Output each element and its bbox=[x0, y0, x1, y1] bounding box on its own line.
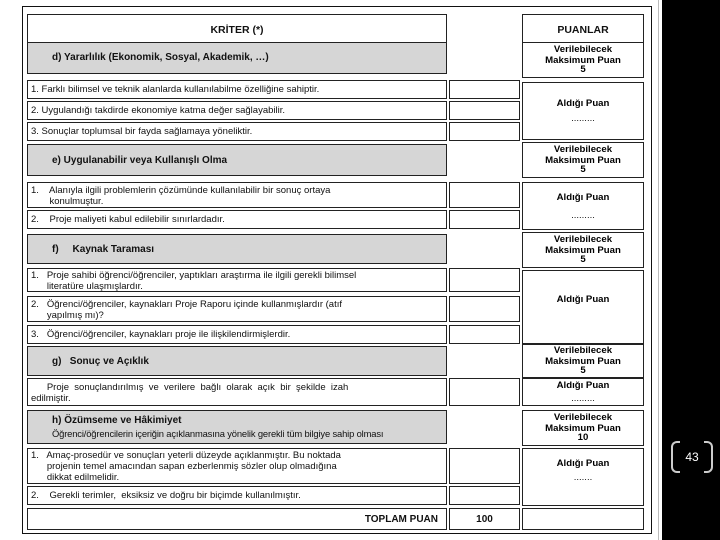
item-text: 1. Amaç-prosedür ve sonuçları yeterli düzeyde açıklanmıştır. Bu noktada projenin temel amacından sapan ezberlenmiş sözler olup olmadığına dikkat edilmelidir. bbox=[31, 450, 341, 483]
score-input-f2[interactable] bbox=[449, 296, 520, 322]
item-text: Proje sonuçlandırılmış ve verilere bağlı olarak açık bir şekilde izah edilmiştir. bbox=[31, 382, 349, 404]
score-input-f1[interactable] bbox=[449, 268, 520, 292]
section-g-max-cell bbox=[522, 344, 644, 378]
max-points-label: Verilebilecek Maksimum Puan bbox=[545, 44, 621, 66]
max-points-label: Verilebilecek Maksimum Puan bbox=[545, 234, 621, 256]
item-text: 3. Sonuçlar toplumsal bir fayda sağlamaya yöneliktir. bbox=[31, 126, 253, 137]
score-input-e2[interactable] bbox=[449, 210, 520, 229]
section-d-max: 5 bbox=[580, 64, 586, 75]
section-f-title-row bbox=[27, 234, 447, 264]
received-dots: ....... bbox=[573, 472, 593, 483]
section-e-max: 5 bbox=[580, 164, 586, 175]
section-h-title: h) Özümseme ve Hâkimiyet bbox=[52, 415, 182, 426]
item-text: 3. Öğrenci/öğrenciler, kaynakları proje ile ilişkilendirmişlerdir. bbox=[31, 329, 291, 340]
total-label: TOPLAM PUAN bbox=[364, 514, 438, 525]
section-g-title: g) Sonuç ve Açıklık bbox=[52, 356, 149, 367]
item-text: 2. Gerekli terimler, eksiksiz ve doğru bir biçimde kullanılmıştır. bbox=[31, 490, 301, 501]
score-input-g1[interactable] bbox=[449, 378, 520, 406]
section-h-max: 10 bbox=[577, 432, 589, 443]
max-points-label: Verilebilecek Maksimum Puan bbox=[545, 412, 621, 434]
section-g-item-1 bbox=[27, 378, 447, 406]
section-g-title-row bbox=[27, 346, 447, 376]
score-input-d3[interactable] bbox=[449, 122, 520, 141]
max-points-label: Verilebilecek Maksimum Puan bbox=[545, 144, 621, 166]
points-header: PUANLAR bbox=[557, 24, 609, 36]
section-h-item-2 bbox=[27, 486, 447, 505]
score-input-d1[interactable] bbox=[449, 80, 520, 99]
item-text: 1. Alanıyla ilgili problemlerin çözümünde kullanılabilir bir sonuç ortaya konulmuştur. bbox=[31, 185, 331, 207]
section-d-max-cell bbox=[522, 42, 644, 78]
section-h-received-cell bbox=[522, 448, 644, 506]
section-e-item-2 bbox=[27, 210, 447, 229]
section-f-item-2 bbox=[27, 296, 447, 322]
section-d-item-3 bbox=[27, 122, 447, 141]
section-h-title-row bbox=[27, 410, 447, 444]
section-d-item-2 bbox=[27, 101, 447, 120]
total-label-cell bbox=[27, 508, 447, 530]
score-input-d2[interactable] bbox=[449, 101, 520, 120]
score-input-h2[interactable] bbox=[449, 486, 520, 505]
received-label: Aldığı Puan bbox=[556, 192, 610, 203]
score-input-e1[interactable] bbox=[449, 182, 520, 208]
received-label: Aldığı Puan bbox=[556, 98, 610, 109]
received-label: Aldığı Puan bbox=[556, 380, 610, 391]
section-e-max-cell bbox=[522, 142, 644, 178]
section-e-title: e) Uygulanabilir veya Kullanışlı Olma bbox=[52, 155, 228, 166]
section-h-max-cell bbox=[522, 410, 644, 446]
item-text: 2. Proje maliyeti kabul edilebilir sınırlardadır. bbox=[31, 214, 225, 225]
section-d-received-cell bbox=[522, 82, 644, 140]
section-f-item-3 bbox=[27, 325, 447, 344]
total-value: 100 bbox=[476, 514, 493, 525]
item-text: 1. Farklı bilimsel ve teknik alanlarda kullanılabilme özelliğine sahiptir. bbox=[31, 84, 320, 95]
total-value-cell bbox=[449, 508, 520, 530]
section-d-title-row bbox=[27, 42, 447, 74]
slide-divider bbox=[658, 0, 659, 540]
score-input-h1[interactable] bbox=[449, 448, 520, 484]
max-points-label: Verilebilecek Maksimum Puan bbox=[545, 345, 621, 367]
received-dots: ......... bbox=[571, 210, 595, 221]
section-g-received-cell bbox=[522, 378, 644, 406]
section-h-item-1 bbox=[27, 448, 447, 484]
section-d-item-1 bbox=[27, 80, 447, 99]
section-h-subtitle: Öğrenci/öğrencilerin içeriğin açıklanmasına yönelik gerekli tüm bilgiye sahip olması bbox=[52, 428, 384, 439]
received-dots: ......... bbox=[571, 393, 595, 404]
received-dots: ......... bbox=[571, 113, 595, 124]
section-e-item-1 bbox=[27, 182, 447, 208]
rubric-sheet bbox=[22, 6, 652, 534]
received-label: Aldığı Puan bbox=[556, 458, 610, 469]
section-e-title-row bbox=[27, 144, 447, 176]
page-number: 43 bbox=[685, 450, 699, 464]
section-f-received-cell bbox=[522, 270, 644, 344]
item-text: 2. Uygulandığı takdirde ekonomiye katma değer sağlayabilir. bbox=[31, 105, 286, 116]
section-e-received-cell bbox=[522, 182, 644, 230]
page-number-badge bbox=[671, 441, 713, 475]
total-empty-cell bbox=[522, 508, 644, 530]
section-f-title: f) Kaynak Taraması bbox=[52, 244, 155, 255]
section-g-max: 5 bbox=[580, 365, 586, 376]
section-f-item-1 bbox=[27, 268, 447, 292]
section-d-title: d) Yararlılık (Ekonomik, Sosyal, Akademik, …) bbox=[52, 52, 269, 63]
criteria-header: KRİTER (*) bbox=[210, 24, 264, 36]
received-label: Aldığı Puan bbox=[556, 294, 610, 305]
section-f-max-cell bbox=[522, 232, 644, 268]
item-text: 1. Proje sahibi öğrenci/öğrenciler, yaptıkları araştırma ile ilgili gerekli bilimsel literatüre ulaşmışlardır. bbox=[31, 270, 357, 292]
section-f-max: 5 bbox=[580, 254, 586, 265]
score-input-f3[interactable] bbox=[449, 325, 520, 344]
item-text: 2. Öğrenci/öğrenciler, kaynakları Proje Raporu içinde kullanmışlardır (atıf yapılmış mı)? bbox=[31, 299, 342, 321]
